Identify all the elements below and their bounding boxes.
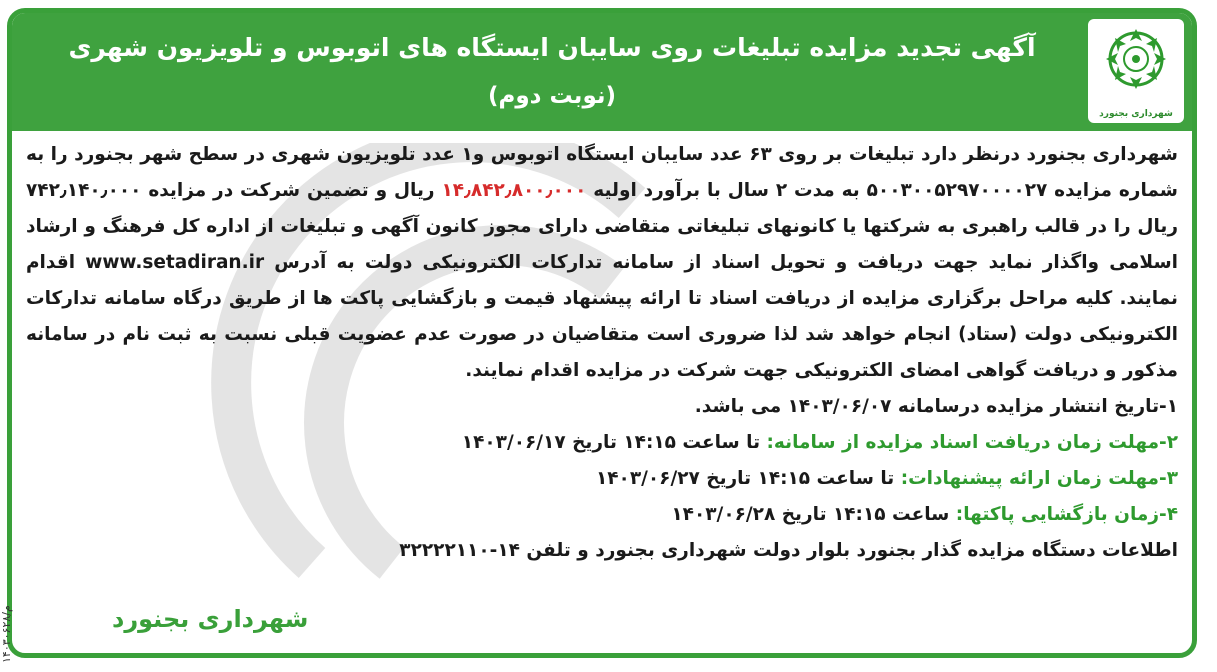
item-4-label: ۴-زمان بازگشایی پاکتها: bbox=[955, 504, 1178, 525]
side-code-text: م/۱۴۰۳۰۶۲۸ bbox=[0, 605, 13, 663]
logo-caption: شهرداری بجنورد bbox=[1099, 109, 1173, 119]
footer-signature: شهرداری بجنورد bbox=[112, 605, 309, 633]
item-4-value: ساعت ۱۴:۱۵ تاریخ ۱۴۰۳/۰۶/۲۸ bbox=[671, 504, 956, 525]
municipality-logo bbox=[1088, 19, 1184, 123]
estimated-price: ۱۴٫۸۴۲٫۸۰۰٫۰۰۰ bbox=[441, 180, 587, 201]
contact-info: اطلاعات دستگاه مزایده گذار بجنورد بلوار دولت شهرداری بجنورد و تلفن ۱۴-۳۲۲۲۲۱۱۰ bbox=[399, 540, 1178, 561]
item-2-label: ۲-مهلت زمان دریافت اسناد مزایده از سامانه: bbox=[766, 432, 1178, 453]
notice-title: آگهی تجدید مزایده تبلیغات روی سایبان ایستگاه های اتوبوس و تلویزیون شهری bbox=[68, 33, 1036, 62]
notice-subtitle: (نوبت دوم) bbox=[487, 83, 617, 109]
item-4 bbox=[26, 497, 1178, 533]
paragraph-part-b: ریال و تضمین شرکت در مزایده ۷۴۲٫۱۴۰٫۰۰۰ ریال را در قالب راهبری به شرکتها یا کانونهای تبلیغاتی متقاضی دارای مجوز کانون آگهی و تبلیغات از اداره کل فرهنگ و ارشاد اسلامی واگذار نماید جهت دریافت و تحویل اسناد از سامانه تدارکات الکترونیکی دولت به آدرس bbox=[26, 180, 1178, 273]
notice-body bbox=[26, 137, 1178, 569]
leaf-emblem-icon bbox=[1088, 19, 1184, 105]
paragraph-part-c: اقدام نمایند. کلیه مراحل برگزاری مزایده از دریافت اسناد تا ارائه پیشنهاد قیمت و بازگشایی پاکت ها از طریق درگاه سامانه تدارکات الکترونیکی دولت (ستاد) انجام خواهد شد لذا ضروری است متقاضیان در صورت عدم عضویت قبلی نسبت به ثبت نام در سامانه مذکور و دریافت گواهی امضای الکترونیکی جهت شرکت در مزایده اقدام نمایند. bbox=[26, 252, 1178, 381]
paragraph-part-a: تبلیغات بر روی ۶۳ عدد سایبان ایستگاه اتوبوس و۱ عدد تلویزیون شهری در سطح شهر بجنورد را به شماره مزایده ۵۰۰۳۰۰۵۲۹۷۰۰۰۰۲۷ به مدت ۲ سال با برآورد اولیه bbox=[26, 144, 1178, 201]
item-2-value: تا ساعت ۱۴:۱۵ تاریخ ۱۴۰۳/۰۶/۱۷ bbox=[461, 432, 767, 453]
side-code bbox=[0, 540, 16, 665]
setad-link[interactable]: www.setadiran.ir bbox=[85, 252, 265, 273]
item-3-value: تا ساعت ۱۴:۱۵ تاریخ ۱۴۰۳/۰۶/۲۷ bbox=[595, 468, 901, 489]
notice-frame bbox=[7, 8, 1197, 658]
item-1: ۱-تاریخ انتشار مزایده درسامانه ۱۴۰۳/۰۶/۰۷ می باشد. bbox=[694, 396, 1178, 417]
main-paragraph bbox=[26, 137, 1178, 389]
item-3 bbox=[26, 461, 1178, 497]
notice-header bbox=[12, 13, 1192, 131]
item-3-label: ۳-مهلت زمان ارائه پیشنهادات: bbox=[900, 468, 1178, 489]
lead-text: شهرداری بجنورد درنظر دارد bbox=[920, 144, 1178, 165]
item-2 bbox=[26, 425, 1178, 461]
